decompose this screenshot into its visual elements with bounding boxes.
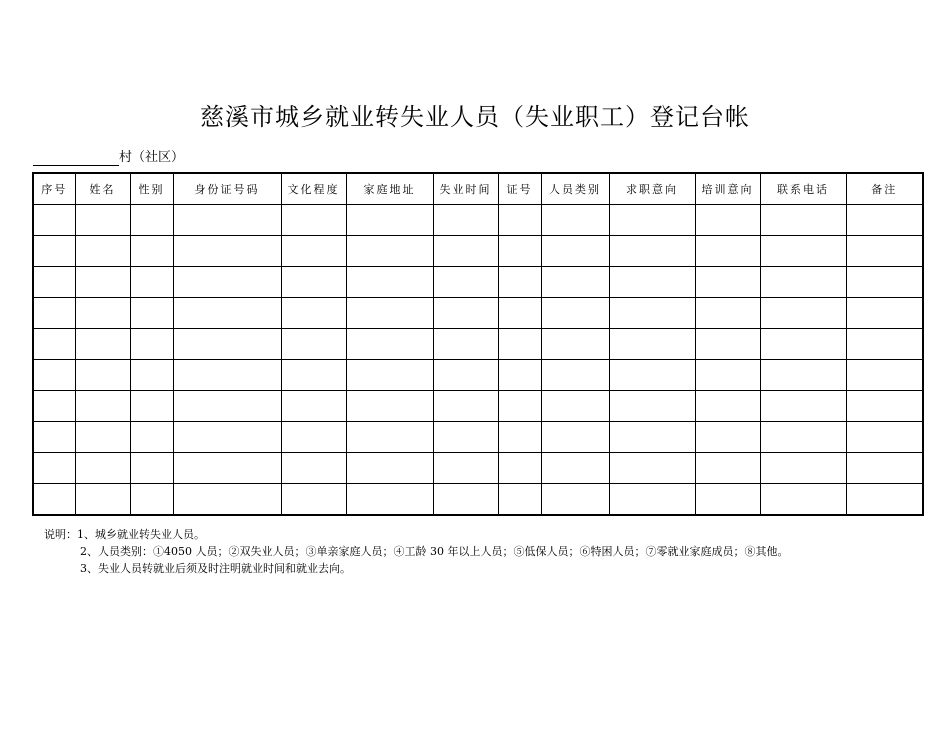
table-cell[interactable] bbox=[498, 205, 541, 236]
table-cell[interactable] bbox=[75, 205, 130, 236]
table-cell[interactable] bbox=[541, 205, 609, 236]
table-cell[interactable] bbox=[846, 360, 923, 391]
table-row bbox=[33, 267, 923, 298]
table-cell[interactable] bbox=[541, 453, 609, 484]
table-cell[interactable] bbox=[609, 391, 695, 422]
table-cell[interactable] bbox=[75, 391, 130, 422]
table-cell[interactable] bbox=[281, 236, 346, 267]
table-cell[interactable] bbox=[760, 205, 846, 236]
table-cell[interactable] bbox=[760, 391, 846, 422]
table-cell[interactable] bbox=[173, 422, 281, 453]
table-cell[interactable] bbox=[498, 298, 541, 329]
table-cell[interactable] bbox=[173, 484, 281, 516]
table-cell[interactable] bbox=[75, 360, 130, 391]
table-cell[interactable] bbox=[760, 267, 846, 298]
table-cell[interactable] bbox=[130, 453, 173, 484]
table-cell[interactable] bbox=[695, 484, 760, 516]
table-cell[interactable] bbox=[760, 236, 846, 267]
table-cell[interactable] bbox=[281, 453, 346, 484]
table-cell[interactable] bbox=[346, 360, 433, 391]
table-cell[interactable] bbox=[130, 205, 173, 236]
table-header-row bbox=[33, 173, 923, 205]
village-field bbox=[33, 148, 184, 166]
table-body bbox=[33, 205, 923, 516]
table-cell[interactable] bbox=[346, 453, 433, 484]
table-cell[interactable] bbox=[433, 267, 498, 298]
table-cell[interactable] bbox=[33, 205, 75, 236]
table-cell[interactable] bbox=[846, 484, 923, 516]
table-cell[interactable] bbox=[498, 267, 541, 298]
header-training-intention: 培训意向 bbox=[695, 173, 760, 205]
header-person-category: 人员类别 bbox=[541, 173, 609, 205]
table-cell[interactable] bbox=[130, 484, 173, 516]
table-cell[interactable] bbox=[281, 391, 346, 422]
table-row bbox=[33, 360, 923, 391]
table-row bbox=[33, 298, 923, 329]
table-cell[interactable] bbox=[173, 298, 281, 329]
village-label: 村（社区） bbox=[119, 150, 185, 165]
table-cell[interactable] bbox=[695, 267, 760, 298]
table-cell[interactable] bbox=[609, 484, 695, 516]
table-cell[interactable] bbox=[541, 329, 609, 360]
table-cell[interactable] bbox=[433, 484, 498, 516]
table-cell[interactable] bbox=[173, 236, 281, 267]
table-cell[interactable] bbox=[760, 453, 846, 484]
header-serial: 序号 bbox=[33, 173, 75, 205]
table-cell[interactable] bbox=[173, 360, 281, 391]
header-education: 文化程度 bbox=[281, 173, 346, 205]
table-cell[interactable] bbox=[695, 360, 760, 391]
table-cell[interactable] bbox=[33, 360, 75, 391]
table-cell[interactable] bbox=[695, 236, 760, 267]
table-cell[interactable] bbox=[846, 391, 923, 422]
table-cell[interactable] bbox=[33, 267, 75, 298]
table-cell[interactable] bbox=[541, 360, 609, 391]
table-cell[interactable] bbox=[846, 453, 923, 484]
table-cell[interactable] bbox=[846, 267, 923, 298]
table-cell[interactable] bbox=[173, 205, 281, 236]
header-remarks: 备注 bbox=[846, 173, 923, 205]
table-row bbox=[33, 391, 923, 422]
note-line-3: 3、失业人员转就业后须及时注明就业时间和就业去向。 bbox=[80, 562, 351, 575]
table-cell[interactable] bbox=[130, 267, 173, 298]
table-cell[interactable] bbox=[846, 205, 923, 236]
table-cell[interactable] bbox=[281, 329, 346, 360]
table-cell[interactable] bbox=[433, 205, 498, 236]
table-cell[interactable] bbox=[433, 236, 498, 267]
table-cell[interactable] bbox=[346, 298, 433, 329]
table-cell[interactable] bbox=[433, 391, 498, 422]
table-cell[interactable] bbox=[695, 422, 760, 453]
table-cell[interactable] bbox=[33, 484, 75, 516]
table-cell[interactable] bbox=[33, 298, 75, 329]
page-title: 慈溪市城乡就业转失业人员（失业职工）登记台帐 bbox=[200, 103, 750, 131]
table-cell[interactable] bbox=[75, 422, 130, 453]
table-cell[interactable] bbox=[695, 298, 760, 329]
header-address: 家庭地址 bbox=[346, 173, 433, 205]
table-cell[interactable] bbox=[346, 205, 433, 236]
table-cell[interactable] bbox=[346, 329, 433, 360]
table-cell[interactable] bbox=[846, 298, 923, 329]
table-cell[interactable] bbox=[498, 484, 541, 516]
table-cell[interactable] bbox=[33, 453, 75, 484]
header-job-intention: 求职意向 bbox=[609, 173, 695, 205]
table-cell[interactable] bbox=[541, 267, 609, 298]
table-cell[interactable] bbox=[33, 236, 75, 267]
table-cell[interactable] bbox=[695, 391, 760, 422]
notes-section bbox=[44, 526, 788, 577]
table-cell[interactable] bbox=[498, 329, 541, 360]
header-name: 姓名 bbox=[75, 173, 130, 205]
table-cell[interactable] bbox=[281, 298, 346, 329]
table-cell[interactable] bbox=[498, 453, 541, 484]
table-row bbox=[33, 422, 923, 453]
table-cell[interactable] bbox=[695, 453, 760, 484]
table-cell[interactable] bbox=[609, 267, 695, 298]
table-cell[interactable] bbox=[281, 205, 346, 236]
table-cell[interactable] bbox=[695, 205, 760, 236]
header-phone: 联系电话 bbox=[760, 173, 846, 205]
table-cell[interactable] bbox=[541, 236, 609, 267]
table-cell[interactable] bbox=[173, 391, 281, 422]
table-cell[interactable] bbox=[433, 360, 498, 391]
table-cell[interactable] bbox=[846, 236, 923, 267]
table-cell[interactable] bbox=[541, 422, 609, 453]
table-cell[interactable] bbox=[498, 391, 541, 422]
table-cell[interactable] bbox=[130, 360, 173, 391]
table-cell[interactable] bbox=[346, 236, 433, 267]
table-cell[interactable] bbox=[498, 422, 541, 453]
table-cell[interactable] bbox=[695, 329, 760, 360]
note-line-2: 2、人员类别：①4050 人员；②双失业人员；③单亲家庭人员；④工龄 30 年以上人员；⑤低保人员；⑥特困人员；⑦零就业家庭成员；⑧其他。 bbox=[80, 545, 789, 558]
table-cell[interactable] bbox=[281, 267, 346, 298]
table-cell[interactable] bbox=[498, 236, 541, 267]
table-cell[interactable] bbox=[75, 298, 130, 329]
table-cell[interactable] bbox=[541, 484, 609, 516]
table-cell[interactable] bbox=[346, 484, 433, 516]
table-row bbox=[33, 236, 923, 267]
table-cell[interactable] bbox=[281, 422, 346, 453]
table-cell[interactable] bbox=[433, 453, 498, 484]
table-cell[interactable] bbox=[346, 267, 433, 298]
note-line-1: 说明：1、城乡就业转失业人员。 bbox=[44, 528, 205, 541]
table-cell[interactable] bbox=[541, 391, 609, 422]
table-cell[interactable] bbox=[130, 422, 173, 453]
table-cell[interactable] bbox=[609, 360, 695, 391]
table-row bbox=[33, 453, 923, 484]
table-cell[interactable] bbox=[760, 422, 846, 453]
table-cell[interactable] bbox=[433, 422, 498, 453]
table-cell[interactable] bbox=[33, 422, 75, 453]
header-id-number: 身份证号码 bbox=[173, 173, 281, 205]
table-cell[interactable] bbox=[281, 484, 346, 516]
table-cell[interactable] bbox=[33, 329, 75, 360]
header-gender: 性别 bbox=[130, 173, 173, 205]
table-cell[interactable] bbox=[609, 422, 695, 453]
table-cell[interactable] bbox=[75, 453, 130, 484]
village-blank-line[interactable] bbox=[33, 150, 119, 166]
table-cell[interactable] bbox=[75, 329, 130, 360]
table-cell[interactable] bbox=[498, 360, 541, 391]
table-cell[interactable] bbox=[173, 267, 281, 298]
table-cell[interactable] bbox=[609, 298, 695, 329]
table-cell[interactable] bbox=[346, 391, 433, 422]
table-cell[interactable] bbox=[609, 329, 695, 360]
table-cell[interactable] bbox=[130, 236, 173, 267]
header-unemployment-time: 失业时间 bbox=[433, 173, 498, 205]
table-cell[interactable] bbox=[846, 329, 923, 360]
table-cell[interactable] bbox=[760, 298, 846, 329]
table-cell[interactable] bbox=[173, 329, 281, 360]
table-cell[interactable] bbox=[75, 236, 130, 267]
table-row bbox=[33, 484, 923, 516]
table-cell[interactable] bbox=[846, 422, 923, 453]
table-cell[interactable] bbox=[75, 484, 130, 516]
table-cell[interactable] bbox=[541, 298, 609, 329]
header-certificate-number: 证号 bbox=[498, 173, 541, 205]
table-cell[interactable] bbox=[173, 453, 281, 484]
table-cell[interactable] bbox=[760, 360, 846, 391]
table-cell[interactable] bbox=[75, 267, 130, 298]
table-cell[interactable] bbox=[609, 236, 695, 267]
table-cell[interactable] bbox=[281, 360, 346, 391]
table-row bbox=[33, 205, 923, 236]
table-cell[interactable] bbox=[346, 422, 433, 453]
table-row bbox=[33, 329, 923, 360]
table-cell[interactable] bbox=[760, 484, 846, 516]
table-cell[interactable] bbox=[130, 298, 173, 329]
table-cell[interactable] bbox=[609, 205, 695, 236]
table-cell[interactable] bbox=[33, 391, 75, 422]
table-cell[interactable] bbox=[433, 298, 498, 329]
table-cell[interactable] bbox=[433, 329, 498, 360]
registration-table bbox=[32, 172, 924, 516]
table-cell[interactable] bbox=[130, 329, 173, 360]
table-cell[interactable] bbox=[760, 329, 846, 360]
table-cell[interactable] bbox=[130, 391, 173, 422]
table-cell[interactable] bbox=[609, 453, 695, 484]
